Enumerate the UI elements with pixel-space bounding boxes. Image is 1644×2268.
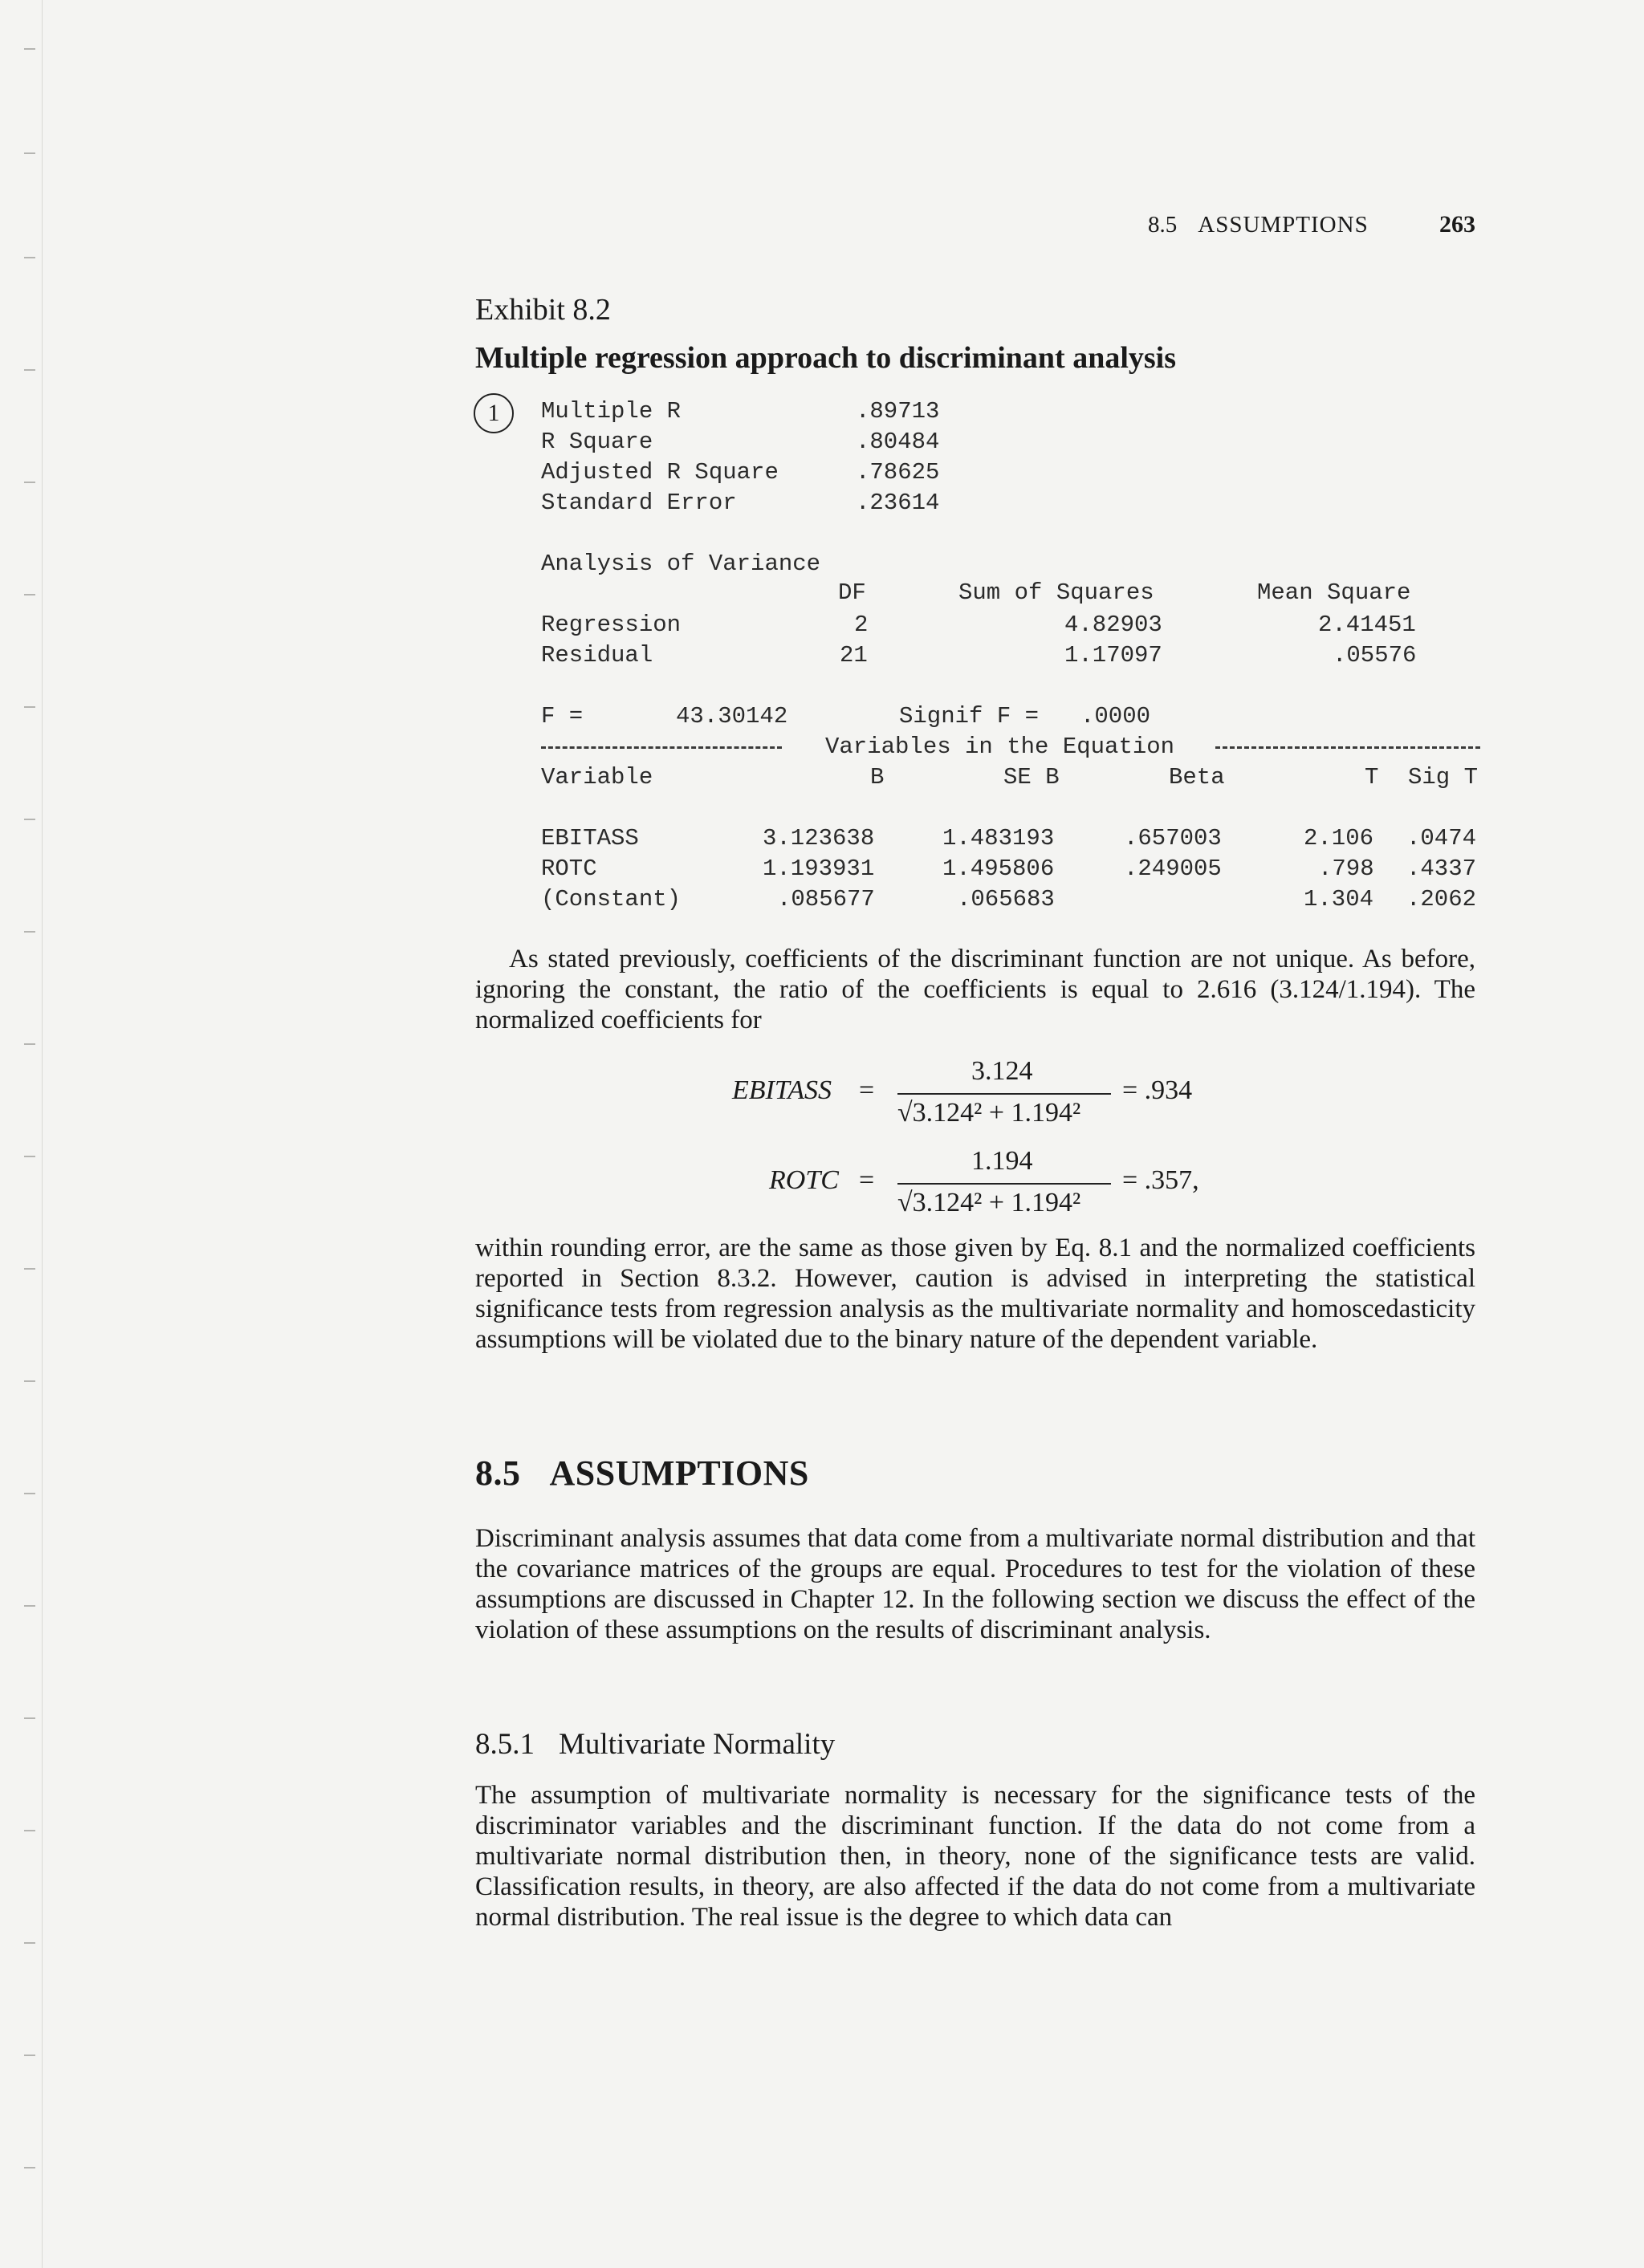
f-label: F = [541, 703, 584, 730]
exhibit-title: Multiple regression approach to discriminant analysis [475, 341, 1177, 375]
coef-header: Beta [1169, 764, 1225, 791]
coef-beta: .249005 [1124, 856, 1222, 882]
section-title: ASSUMPTIONS [549, 1453, 809, 1493]
coef-beta: .657003 [1124, 825, 1222, 852]
anova-header: DF [838, 579, 866, 606]
anova-title: Analysis of Variance [541, 551, 821, 577]
fit-label: Adjusted R Square [541, 459, 779, 486]
fit-label: Multiple R [541, 398, 682, 425]
running-header [1148, 211, 1475, 238]
coef-sig: .0474 [1406, 825, 1477, 852]
anova-source: Regression [541, 612, 682, 638]
f-value: 43.30142 [676, 703, 788, 730]
coef-sig: .4337 [1406, 856, 1477, 882]
equation-result: = .357, [1122, 1165, 1199, 1195]
body-paragraph: Discriminant analysis assumes that data come from a multivariate normal distribution and that the covariance matrices of the groups are equal. Procedures to test for the violation of these assumptions are discussed in Chapter 12. In the following section we discuss the effect of the violation of these assumptions on the results of discriminant analysis. [475, 1524, 1475, 1644]
anova-ss: 1.17097 [1064, 642, 1162, 669]
coef-t: .798 [1318, 856, 1374, 882]
circled-marker: 1 [474, 393, 514, 433]
equation-numerator: 1.194 [971, 1146, 1033, 1176]
anova-df: 21 [840, 642, 868, 669]
fraction-bar [897, 1183, 1111, 1185]
coef-se: 1.495806 [942, 856, 1055, 882]
section-number: 8.5 [475, 1453, 521, 1493]
section-heading [475, 1453, 809, 1494]
anova-ms: .05576 [1333, 642, 1417, 669]
dashed-rule [541, 746, 782, 749]
fit-value: .80484 [856, 429, 940, 455]
coef-variable: ROTC [541, 856, 597, 882]
anova-ms: 2.41451 [1318, 612, 1416, 638]
sqrt-symbol: √ [897, 1098, 913, 1128]
equation-numerator: 3.124 [971, 1056, 1033, 1086]
equals-sign: = [859, 1165, 875, 1195]
fit-label: Standard Error [541, 490, 737, 516]
body-paragraph: As stated previously, coefficients of the discriminant function are not unique. As before, ignoring the constant, the ratio of the coefficients is equal to 2.616 (3.124/1.194). The normalized coefficients for [475, 945, 1475, 1034]
fit-value: .89713 [856, 398, 940, 425]
coef-b: 1.193931 [763, 856, 875, 882]
anova-ss: 4.82903 [1064, 612, 1162, 638]
coef-header: Sig T [1408, 764, 1479, 791]
coef-variable: (Constant) [541, 886, 682, 912]
coef-b: 3.123638 [763, 825, 875, 852]
subsection-heading [475, 1727, 835, 1762]
coef-header: SE B [1003, 764, 1060, 791]
body-paragraph: within rounding error, are the same as those given by Eq. 8.1 and the normalized coefficients reported in Section 8.3.2. However, caution is advised in interpreting the statistical significance tests from regression analysis as the multivariate normality and homoscedasticity assumptions will be violated due to the binary nature of the dependent variable. [475, 1234, 1475, 1354]
equation-lhs: EBITASS [732, 1075, 832, 1105]
dashed-rule [1215, 746, 1480, 749]
subsection-number: 8.5.1 [475, 1728, 535, 1761]
signif-value: .0000 [1080, 703, 1151, 730]
coef-b: .085677 [777, 886, 875, 912]
anova-source: Residual [541, 642, 653, 669]
coef-header: T [1365, 764, 1379, 791]
exhibit-number: Exhibit 8.2 [475, 293, 611, 327]
fraction-bar [897, 1093, 1111, 1095]
equation-lhs: ROTC [769, 1165, 839, 1195]
fit-label: R Square [541, 429, 653, 455]
coef-t: 2.106 [1304, 825, 1374, 852]
fit-value: .23614 [856, 490, 940, 516]
coef-header: B [870, 764, 885, 791]
coef-sig: .2062 [1406, 886, 1477, 912]
sqrt-symbol: √ [897, 1188, 913, 1217]
page-number: 263 [1439, 211, 1475, 238]
scan-edge [0, 0, 43, 2268]
equation-denominator: √3.124² + 1.194² [897, 1188, 1081, 1217]
equation-result: = .934 [1122, 1075, 1193, 1105]
coef-variable: EBITASS [541, 825, 639, 852]
subsection-title: Multivariate Normality [559, 1728, 836, 1761]
coef-se: .065683 [957, 886, 1055, 912]
header-section-title: ASSUMPTIONS [1198, 212, 1369, 238]
equation-denominator: √3.124² + 1.194² [897, 1098, 1081, 1128]
anova-header: Mean Square [1257, 579, 1411, 606]
coef-t: 1.304 [1304, 886, 1374, 912]
equals-sign: = [859, 1075, 875, 1105]
coef-header: Variable [541, 764, 653, 791]
equation-banner: Variables in the Equation [825, 734, 1175, 760]
fit-value: .78625 [856, 459, 940, 486]
coef-se: 1.483193 [942, 825, 1055, 852]
signif-label: Signif F = [899, 703, 1040, 730]
body-paragraph: The assumption of multivariate normality is necessary for the significance tests of the discriminator variables and the discriminant function. If the data do not come from a multivariate normal distribution then, in theory, none of the significance tests are valid. Classification results, in theory, are also affected if the data do not come from a multivariate normal distribution. The real issue is the degree to which data can [475, 1781, 1475, 1932]
anova-df: 2 [854, 612, 869, 638]
anova-header: Sum of Squares [958, 579, 1154, 606]
header-section-number: 8.5 [1148, 212, 1178, 238]
